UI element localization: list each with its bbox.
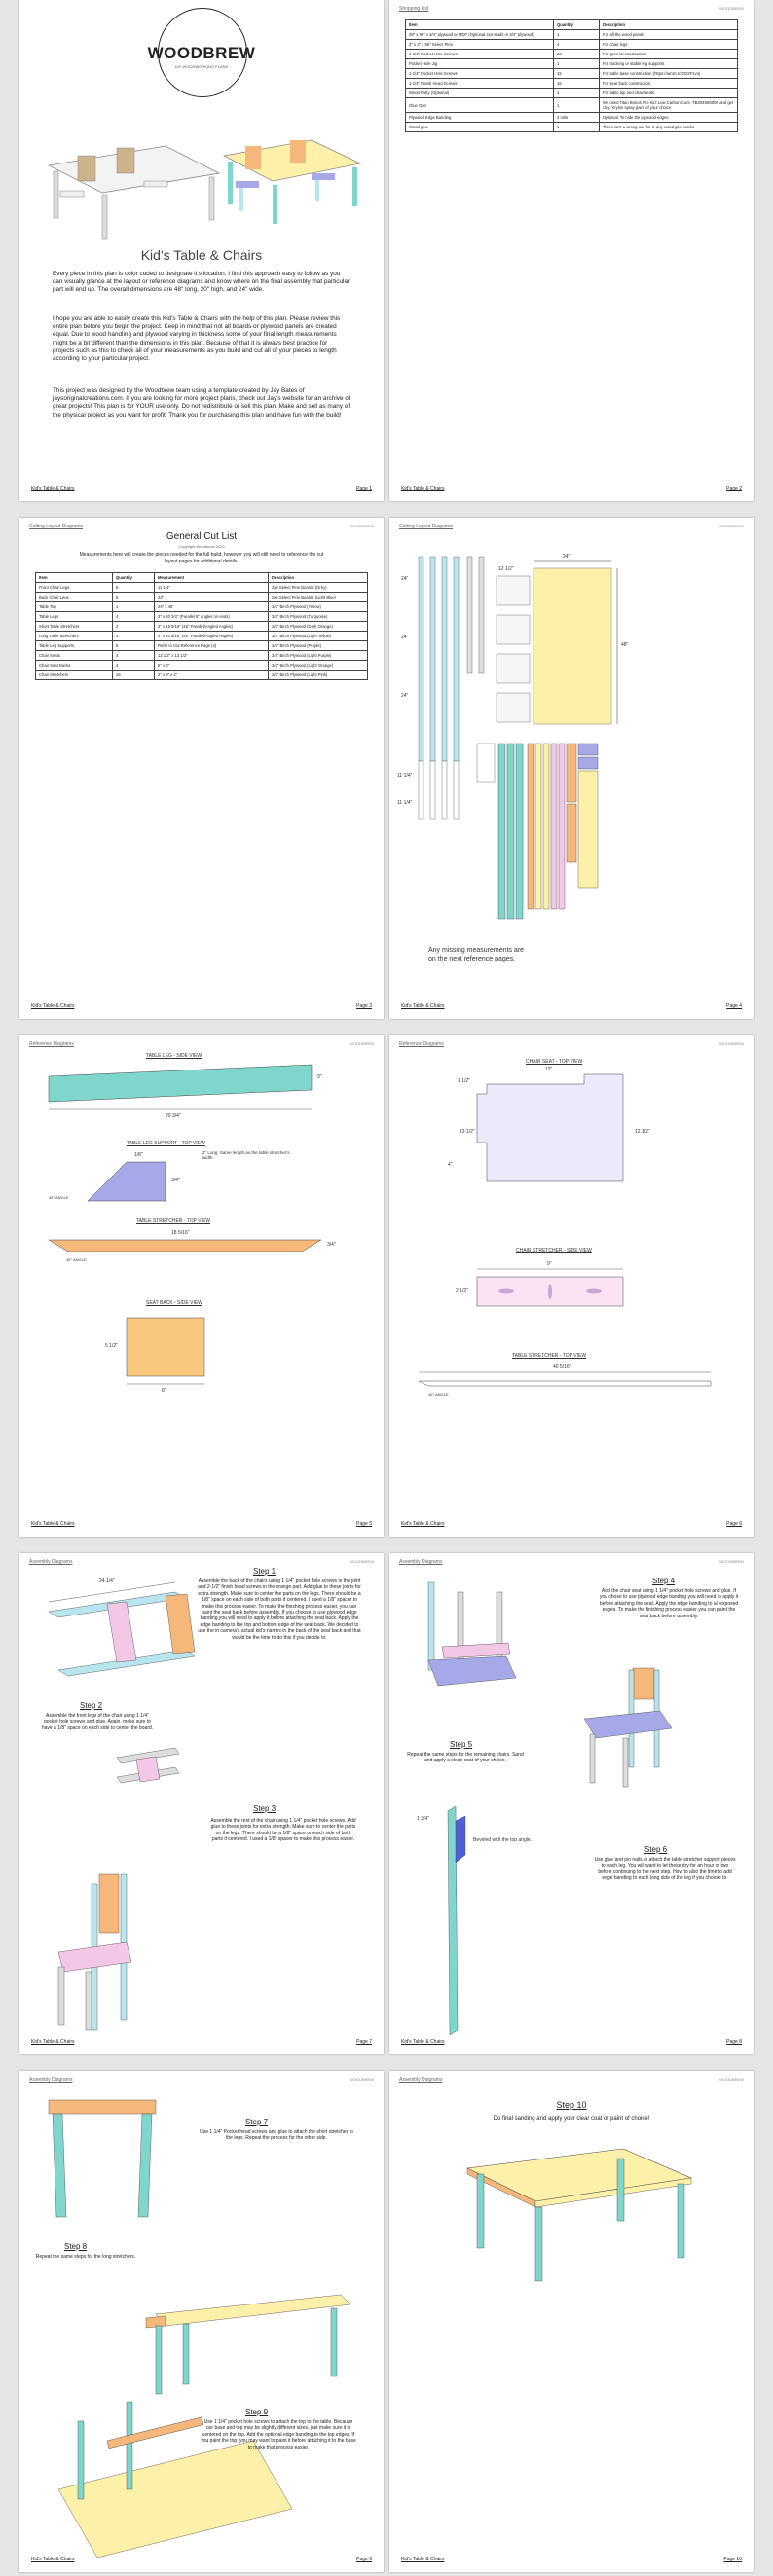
cut-list-cell: 8 (113, 583, 155, 593)
shopping-list-row (406, 123, 738, 132)
header-brand: WOODBREW (719, 524, 744, 528)
cut-list-cell: 3" x 40 5/16" (45° Parallel/Angled Angles) (155, 632, 269, 641)
header-brand: WOODBREW (719, 1041, 744, 1046)
cut-list-row (36, 641, 368, 651)
leg-boards (419, 557, 484, 819)
cut-list-row (36, 612, 368, 622)
dim-seat-side: 4" (448, 1162, 453, 1168)
footer-title: Kid's Table & Chairs (31, 2039, 75, 2045)
footer-title: Kid's Table & Chairs (31, 1521, 75, 1527)
cut-list-cell: Chair Seat Backs (36, 661, 113, 671)
shopping-list-row (406, 50, 738, 59)
col-header-description: Description (269, 573, 368, 583)
stretcher-angle: 45° ANGLE (66, 1257, 87, 1262)
beveled-callout: Beveled with the top angle. (473, 1837, 533, 1843)
header-brand: WOODBREW (719, 1559, 744, 1564)
footer-page-number: Page 9 (356, 2557, 372, 2562)
chair-upside-down-icon (428, 1582, 516, 1686)
page-6 (389, 1035, 754, 1537)
chair-front-frame-icon (117, 1748, 179, 1783)
finished-table-illustration (389, 2071, 754, 2572)
table-end-frame-icon (49, 2100, 156, 2217)
dim-seat: 12 1/2" (498, 566, 514, 572)
shopping-list-cell: There isn't a wrong use for it, any wood glue works (600, 123, 738, 132)
table-leg-title: TABLE LEG - SIDE VIEW (146, 1053, 202, 1059)
shopping-list-cell: 16 (554, 79, 600, 89)
page-9 (19, 2071, 384, 2572)
shopping-list-row (406, 113, 738, 123)
col-header-item: Item (406, 20, 554, 30)
assembly-diagrams-3 (19, 2071, 384, 2572)
table-stretcher-piece (49, 1240, 321, 1252)
page-header: Cutting Layout Diagrams (399, 524, 454, 529)
header-brand: WOODBREW (350, 1041, 374, 1046)
step-3-text: Assemble the rest of the chair using 1 1/4" pocket hole screws. Add glue to these joints for extra strength. Make sure to center the parts on the legs. There should be a 1/8" space on each side of both parts if centered. I used a 1/8" spacer to make this process easier. (210, 1818, 356, 1843)
cut-list-cell: 8 (113, 641, 155, 651)
intro-paragraph-2: I hope you are able to easily create this Kid's Table & Chairs with the help of this plan. Please review this entire plan before you begin the project. Keep in mind that not all boards or plywood panels are created equal. Due to wood handling and plywood varying in thickness some of your final length measurements might be a bit different than the dimensions in this plan. Because of that it is always best practice for projects such as this to check all of your measurements as you build and cut all of your pieces to length according to your particular project. (53, 315, 341, 363)
header-brand: WOODBREW (350, 524, 374, 528)
step-6-title: Step 6 (644, 1845, 668, 1854)
dim-back-height: 5 1/2" (105, 1343, 118, 1349)
cut-list-cell: 2x2 Select Pine Boards (Grey) (269, 583, 368, 593)
dim-seat-width: 12 1/2" (635, 1129, 650, 1135)
cut-list-cell: 4 (113, 651, 155, 661)
table-stretcher-title: TABLE STRETCHER - TOP VIEW (512, 1353, 587, 1359)
seat-back-piece (127, 1318, 204, 1376)
cut-list-row (36, 671, 368, 680)
chair-seat-title: CHAIR SEAT - TOP VIEW (526, 1059, 583, 1065)
cut-list-cell: Chair Seats (36, 651, 113, 661)
step-1-text: Assemble the back of the chairs using 1 1/4" pocket hole screws in the joint and 2-1/2" finish head screws in the orange part. Add glue to these joints for extra strength. Make sure to center the parts on the legs. There should be a 1/8" space on each side of both parts if centered. I used a 1/8" spacer to make this process easier. To make the finishing process easier, you can paint the seat back before assembly. If you choose to use plywood edge banding you will need to apply it before attaching the seat back. Apply the edge banding to the top and bottom edge of the seat back. We decided to use the in camera's actual kid's names in the back of the seat back and that would be the time to do this if you decide to. (198, 1578, 361, 1641)
cut-list-cell: 2 (113, 622, 155, 632)
step-10-text: Do final sanding and apply your clear coat or paint of choice! (493, 2116, 650, 2122)
step-9-title: Step 9 (245, 2408, 269, 2416)
page-3 (19, 518, 384, 1019)
shopping-list-cell: 1 (554, 98, 600, 113)
shopping-list-cell: Plywood Edge Banding (406, 113, 554, 123)
shopping-list-row (406, 40, 738, 50)
chair-assembled-icon (58, 1874, 131, 2030)
shopping-list-row (406, 30, 738, 40)
footer-title: Kid's Table & Chairs (401, 1003, 445, 1009)
cut-list-cell: 2" x 9" x 2" (155, 671, 269, 680)
footer-page-number: Page 1 (356, 486, 372, 491)
cut-list-cell: 3" x 20 3/4" (Parallel 8" angles on ends) (155, 612, 269, 622)
footer-page-number: Page 3 (356, 1003, 372, 1009)
cut-list-cell: 4 (113, 612, 155, 622)
page-10 (389, 2071, 754, 2572)
cut-list-cell: Table Leg Supports (36, 641, 113, 651)
cut-list-cell: Table Top (36, 602, 113, 612)
dim-chair-back: 24 1/4" (99, 1578, 115, 1584)
brand-name: WOODBREW (147, 44, 256, 62)
assembly-diagrams-2 (389, 1553, 754, 2054)
reference-diagrams-1 (19, 1035, 384, 1537)
step-5-text: Repeat the same steps for the remaining chairs. Sand and apply a clean coat of your choice. (407, 1752, 524, 1764)
cut-list-cell: Long Table Stretchers (36, 632, 113, 641)
dim-seat-top: 12" (545, 1067, 553, 1072)
step-4-text: Add the chair seat using 1 1/4" pocket hole screws and glue. If you chose to use plywood edge banding you will need to apply it before attaching the seat. Apply the edge banding to all exposed edges. To make the finishing process easier you can paint the seat back before assembly. (599, 1588, 739, 1619)
cut-list-cell: 3" x 18 5/16" (45° Parallel/Angled Angles) (155, 622, 269, 632)
cut-list-cell: 1 (113, 602, 155, 612)
shopping-list-cell: 2 rolls (554, 113, 600, 123)
cut-list-cell: 12 1/2" x 13 1/2" (155, 651, 269, 661)
shopping-list-cell: 48" x 96" x 3/4" plywood or MDF (Optional 2x4 studs or 3/4" plywood) (406, 30, 554, 40)
shopping-list-cell: 1 (554, 89, 600, 98)
shopping-list-cell: For all the wood panels (600, 30, 738, 40)
cut-list-cell: 16 (113, 671, 155, 680)
footer-title: Kid's Table & Chairs (401, 486, 445, 491)
cut-list-row (36, 583, 368, 593)
page-8 (389, 1553, 754, 2054)
cut-list-row (36, 593, 368, 602)
leg-support-title: TABLE LEG SUPPORT - TOP VIEW (127, 1141, 205, 1146)
cut-list-cell: 3/4" Birch Plywood (Turquoise) (269, 612, 368, 622)
cut-list-row (36, 651, 368, 661)
shopping-list-cell: Wood glue (406, 123, 554, 132)
brand-tagline: DIY WOODWORKING PLANS (174, 64, 229, 69)
seat-back-title: SEAT BACK - SIDE VIEW (146, 1300, 202, 1306)
support-note: 2" Long. Same length as the table stretcher's width. (202, 1150, 290, 1160)
page-header: Assembly Diagrams (29, 2077, 73, 2083)
shopping-list-cell: We used Titan Bonus Pro Kid: Low Carbon Cure, TB304S8000F and gel clay, Krylon spray paint of your choice (600, 98, 738, 113)
page-header: Assembly Diagrams (29, 1559, 73, 1565)
dim-leg-width: 3" (317, 1074, 322, 1080)
step-7-text: Use 1 1/4" Pocket head screws and glue to attach the short stretcher to the legs. Repeat the process for the other side. (200, 2129, 353, 2142)
chair-stretcher-title: CHAIR STRETCHER - SIDE VIEW (516, 1248, 592, 1253)
dim-stretcher-length: 9" (547, 1261, 552, 1267)
cut-list-cell: 3/4" Birch Plywood (Light Purple) (269, 651, 368, 661)
dim-leg-length: 20 3/4" (166, 1113, 181, 1119)
general-cut-list-table (35, 572, 368, 680)
shopping-list-cell: 1 (554, 30, 600, 40)
shopping-list-table (405, 19, 738, 132)
col-header-measurement: Measurement (155, 573, 269, 583)
footer-page-number: Page 2 (726, 486, 742, 491)
shopping-list-cell: 1-1/4" Finish Head Screws (406, 79, 554, 89)
dim-leg-3: 24" (401, 693, 409, 699)
cut-list-cell: 3/4" Birch Plywood (Light Pink) (269, 671, 368, 680)
step-2-text: Assemble the front legs of the chair using 1 1/4" pocket hole screws and glue. Again, make sure to have a 1/8" space on each side to center the board. (41, 1713, 154, 1731)
dim-table-top-length: 48" (621, 642, 629, 648)
footer-page-number: Page 8 (726, 2039, 742, 2045)
footer-page-number: Page 6 (726, 1521, 742, 1527)
step-1-title: Step 1 (253, 1567, 276, 1576)
dim-leg-short-1: 11 1/4" (397, 773, 413, 779)
dim-stretcher-length: 18 5/16" (171, 1230, 190, 1236)
shopping-list-row (406, 69, 738, 79)
cut-list-cell: 11 1/4" (155, 583, 269, 593)
shopping-list-cell: For seat back construction (600, 79, 738, 89)
table-top-piece (534, 568, 611, 724)
shopping-list-cell: For tracking or stable leg supports (600, 59, 738, 69)
dim-seat-notch: 1 1/2" (458, 1078, 470, 1084)
cut-list-row (36, 622, 368, 632)
footer-page-number: Page 10 (723, 2557, 742, 2562)
shopping-list-cell: 1 (554, 59, 600, 69)
step-3-title: Step 3 (253, 1804, 276, 1813)
footer-title: Kid's Table & Chairs (401, 1521, 445, 1527)
dim-support-b: 1/8" (134, 1152, 143, 1158)
cut-list-cell: Back Chair Legs (36, 593, 113, 602)
page-2 (389, 0, 754, 501)
cut-list-cell: 3/4" Birch Plywood (Light Yellow) (269, 632, 368, 641)
shopping-list-row (406, 89, 738, 98)
dim-support-a: 3/4" (171, 1178, 180, 1183)
step-7-title: Step 7 (245, 2118, 269, 2126)
cut-list-cell: 24" (155, 593, 269, 602)
shopping-list-cell: For general construction (600, 50, 738, 59)
shopping-list-cell: 2" x 3" x 96" Select Pine (406, 40, 554, 50)
shopping-list-cell: For chair legs (600, 40, 738, 50)
cut-list-cell: 5" x 8" (155, 661, 269, 671)
intro-paragraph-1: Every piece in this plan is color coded to designate it's location. I find this approach easy to follow as you can visually glance at the layout or reference diagrams and know where on the final assembly that particular part will end up. The overall dimensions are 48" long, 20" high, and 24" wide. (53, 271, 350, 294)
copyright-text: Copyright Woodbrew 2020 (178, 544, 225, 549)
footer-title: Kid's Table & Chairs (31, 1003, 75, 1009)
table-stretcher-title: TABLE STRETCHER - TOP VIEW (136, 1218, 211, 1224)
shopping-list-cell: Wood Putty (Optional) (406, 89, 554, 98)
step-8-title: Step 8 (64, 2242, 88, 2251)
dim-table-top-width: 24" (563, 554, 571, 560)
dim-back-width: 8" (162, 1388, 166, 1394)
page-4 (389, 518, 754, 1019)
dim-seat-height: 13 1/2" (460, 1129, 475, 1135)
table-base-icon (146, 2295, 350, 2394)
shopping-list-cell: 28 (554, 50, 600, 59)
cut-list-cell: Short Table Stretchers (36, 622, 113, 632)
table-leg-piece (49, 1065, 312, 1102)
dim-leg-1: 24" (401, 576, 409, 582)
cut-list-row (36, 602, 368, 612)
header-brand: WOODBREW (350, 1559, 374, 1564)
dim-stretcher-height: 2 1/2" (456, 1288, 468, 1294)
stretcher-pieces (528, 744, 598, 909)
step-2-title: Step 2 (80, 1701, 103, 1710)
table-set-colored-icon (224, 140, 360, 224)
page-header: Cutting Layout Diagrams (29, 524, 84, 529)
dim-leg-2: 24" (401, 635, 409, 640)
intro-paragraph-3: This project was designed by the Woodbrew team using a template created by Jay Bates of jaysoriginalcreations.com. If you are looking for more project plans, check out Jay's website for an archive of great projects! This plan is for YOUR use only. Do not redistribute or sell this plan. Make and sell as many of the physical project as you want for profit. Thank you for purchasing this plan and have fun with the build! (53, 387, 350, 418)
reference-diagrams-2 (389, 1035, 754, 1537)
cut-list-cell: 8 (113, 593, 155, 602)
header-brand: WOODBREW (719, 2077, 744, 2082)
cut-list-cell: 3/4" Birch Plywood (Light Orange) (269, 661, 368, 671)
page-header: Shopping List (399, 6, 429, 12)
dim-leg-short-2: 11 1/4" (397, 800, 413, 806)
chair-seat-pieces (497, 576, 530, 722)
cut-list-cell: 3/4" Birch Plywood (Dark Orange) (269, 622, 368, 632)
cut-list-row (36, 661, 368, 671)
dim-support: 1 3/4" (417, 1816, 429, 1822)
plan-title: Kid's Table & Chairs (140, 247, 263, 263)
footer-page-number: Page 5 (356, 1521, 372, 1527)
shopping-list-row (406, 59, 738, 69)
footer-page-number: Page 7 (356, 2039, 372, 2045)
footer-title: Kid's Table & Chairs (401, 2039, 445, 2045)
table-set-grey-icon (49, 146, 219, 239)
cut-list-note: Measurements here will create the pieces needed for the full build, however you will still need to reference the cut layout pages for additional details. (79, 552, 324, 564)
cut-list-cell: Chair Stretchers (36, 671, 113, 680)
step-6-text: Use glue and pin nails to attach the table stretcher support pieces to each leg. You will want to let these dry for an hour or two before continuing to the next step. How to also the time to add edge banding to each long side of the leg if you choose to. (594, 1857, 736, 1882)
col-header-item: Item (36, 573, 113, 583)
chair-seat-piece (477, 1074, 623, 1181)
table-leg-with-support-icon (448, 1806, 465, 2035)
cut-list-cell: 4 (113, 661, 155, 671)
shopping-list-cell: Glue Gun (406, 98, 554, 113)
shopping-list-cell: 15 (554, 69, 600, 79)
col-header-description: Description (600, 20, 738, 30)
leg-support-piece (88, 1162, 166, 1201)
page-1 (19, 0, 384, 501)
cut-list-cell: 3/4" Birch Plywood (Yellow) (269, 602, 368, 612)
shopping-list-cell: 1 (554, 123, 600, 132)
dim-stretcher-width: 3/4" (327, 1242, 336, 1248)
page-header: Assembly Diagrams (399, 1559, 443, 1565)
support-angle: 45° ANGLE (49, 1195, 69, 1200)
header-brand: WOODBREW (350, 2077, 374, 2082)
cut-list-cell: 2 (113, 632, 155, 641)
shopping-list-cell: Optional: To hide the plywood edges (600, 113, 738, 123)
shopping-list-cell: 4 (554, 40, 600, 50)
col-header-quantity: Quantity (554, 20, 600, 30)
shopping-list-row (406, 79, 738, 89)
shopping-list-cell: Pocket Hole Jig (406, 59, 554, 69)
cut-list-cell: Front Chair Legs (36, 583, 113, 593)
shopping-list-cell: For table base construction (https://amzn.to/2O2F1vo) (600, 69, 738, 79)
step-5-title: Step 5 (450, 1740, 473, 1749)
page-5 (19, 1035, 384, 1537)
shopping-list-cell: 1-1/4" Pocket Hole Screws (406, 69, 554, 79)
page-7 (19, 1553, 384, 2054)
step-10-title: Step 10 (556, 2100, 587, 2110)
step-4-title: Step 4 (652, 1577, 676, 1585)
col-header-quantity: Quantity (113, 573, 155, 583)
step-9-text: Use 1 1/4" pocket hole screws to attach the top to the table. Because our base and top may be slightly different sizes, just make sure it is centered on the top. Add the optional edge banding to the top edges. If you paint the top, you may want to paint it before attaching it to the base to make that process easier. (201, 2419, 356, 2450)
cut-list-cell: Refer to Cut Reference Page (4) (155, 641, 269, 651)
footer-page-number: Page 4 (726, 1003, 742, 1009)
cut-list-cell: 24" x 48" (155, 602, 269, 612)
footer-title: Kid's Table & Chairs (31, 2557, 75, 2562)
page-header: Reference Diagrams (399, 1041, 444, 1047)
dim-table-stretcher-length: 40 5/16" (553, 1364, 571, 1370)
cut-list-cell: 3/4" Birch Plywood (Purple) (269, 641, 368, 651)
footer-title: Kid's Table & Chairs (31, 486, 75, 491)
long-stretcher-piece (419, 1381, 711, 1386)
footer-title: Kid's Table & Chairs (401, 2557, 445, 2562)
table-leg-pieces (498, 744, 523, 919)
cut-list-cell: 2x2 Select Pine Boards (Light Blue) (269, 593, 368, 602)
shopping-list-cell: For table top and chair seats (600, 89, 738, 98)
missing-measurements-note: Any missing measurements are on the next reference pages. (428, 947, 525, 962)
table-stretcher-angle: 45° ANGLE (428, 1392, 449, 1397)
cutting-layout-diagram (389, 518, 754, 1019)
page-header: Assembly Diagrams (399, 2077, 443, 2083)
chair-back-frame-icon (49, 1582, 195, 1676)
cut-list-title: General Cut List (166, 531, 238, 542)
page-header: Reference Diagrams (29, 1041, 74, 1047)
shopping-list-cell: 1-1/4" Pocket Hole Screws (406, 50, 554, 59)
header-brand: WOODBREW (719, 6, 744, 11)
cut-list-row (36, 632, 368, 641)
chair-finished-icon (584, 1668, 672, 1787)
step-8-text: Repeat the same steps for the long stretchers. (35, 2254, 136, 2260)
shopping-list-row (406, 98, 738, 113)
cut-list-cell: Table Legs (36, 612, 113, 622)
